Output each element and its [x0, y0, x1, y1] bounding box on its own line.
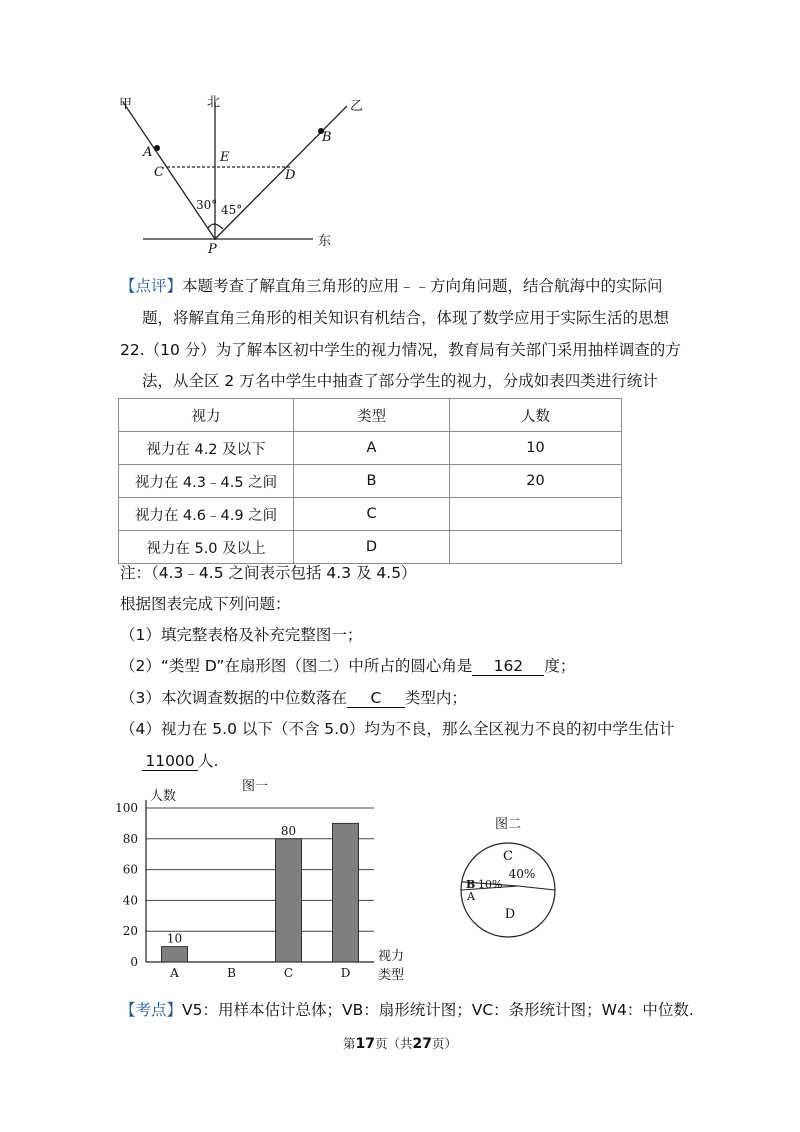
question-2 [120, 656, 575, 676]
slice-percent-b: 10% [478, 878, 503, 891]
table-header: 人数 [450, 399, 622, 432]
footer-page: 17 [355, 1036, 375, 1052]
question-4-answer: 11000 [142, 752, 198, 771]
label-b: B [322, 130, 332, 145]
y-tick-label: 80 [122, 831, 138, 846]
question-1: （1）填完整表格及补充完整图一； [120, 626, 363, 644]
table-cell [450, 498, 622, 531]
y-tick-label: 40 [122, 893, 138, 908]
x-tick-label: A [170, 966, 179, 980]
table-cell: 视力在 5.0 及以上 [119, 531, 294, 564]
chart-title: 图二 [494, 817, 522, 832]
footer-post: 页） [431, 1036, 457, 1051]
question-3 [120, 688, 467, 708]
bar-chart-figure-1 [110, 776, 420, 986]
comment-line-2: 题，将解直角三角形的相关知识有机结合，体现了数学应用于实际生活的思想 [142, 309, 670, 327]
page-footer [0, 1034, 800, 1052]
label-c: C [154, 165, 164, 180]
x-tick-label: C [283, 966, 294, 980]
table-cell: A [294, 432, 450, 465]
label-a: A [143, 145, 153, 160]
x-tick-label: D [340, 966, 351, 980]
slice-label-b: B [466, 878, 476, 891]
keypoint-tag: 【考点】 [120, 1001, 183, 1019]
x-axis-label: 视力 [378, 949, 405, 964]
slice-label-d: D [504, 907, 516, 922]
x-tick-label: B [227, 966, 236, 980]
bar [276, 839, 302, 962]
pie-divider [518, 886, 555, 890]
angle-arc-30 [208, 224, 215, 228]
footer-total: 27 [412, 1036, 432, 1052]
label-p: P [208, 242, 217, 257]
question-3-text: （3）本次调查数据的中位数落在 [120, 689, 347, 707]
table-header: 类型 [294, 399, 450, 432]
question-3-suffix: 类型内； [404, 689, 467, 707]
label-d: D [285, 168, 296, 183]
table-row [119, 432, 622, 465]
slice-label-a: A [467, 890, 475, 903]
label-dong: 东 [318, 234, 332, 249]
slice-label-c: C [503, 849, 513, 864]
y-tick-label: 100 [115, 801, 138, 815]
table-header-row [119, 399, 622, 432]
slice-percent-c: 40% [508, 867, 536, 881]
label-45-degree: 45° [221, 203, 243, 217]
table-row [119, 465, 622, 498]
label-jia: 甲 [119, 97, 133, 112]
problem-line-1: 22.（10 分）为了解本区初中学生的视力情况，教育局有关部门采用抽样调查的方 [120, 341, 681, 359]
question-3-answer: C [347, 689, 405, 708]
y-axis-label: 人数 [150, 789, 177, 804]
question-4-suffix: 人. [198, 752, 219, 770]
direction-angle-diagram [105, 88, 365, 263]
keypoint-text: V5：用样本估计总体；VB：扇形统计图；VC：条形统计图；W4：中位数. [182, 1001, 694, 1019]
comment-text-1: 本题考查了解直角三角形的应用﹣﹣方向角问题，结合航海中的实际问 [182, 277, 663, 295]
data-label: 10 [166, 931, 183, 946]
bar [162, 947, 188, 962]
table-cell: D [294, 531, 450, 564]
problem-line-2: 法，从全区 2 万名中学生中抽查了部分学生的视力，分成如表四类进行统计 [142, 372, 658, 390]
questions-intro: 根据图表完成下列问题： [120, 595, 291, 613]
y-tick-label: 20 [122, 924, 138, 939]
label-bei: 北 [207, 95, 221, 110]
table-cell: C [294, 498, 450, 531]
line-pb [215, 106, 347, 239]
point-a-dot [154, 145, 160, 151]
label-30-degree: 30° [196, 198, 218, 212]
table-cell: 20 [450, 465, 622, 498]
table-cell: 视力在 4.3﹣4.5 之间 [119, 465, 294, 498]
line-pa [123, 102, 218, 239]
comment-tag: 【点评】 [120, 277, 183, 295]
footer-pre: 第 [342, 1036, 356, 1051]
pie-chart-figure-2 [450, 810, 580, 940]
label-yi: 乙 [350, 99, 364, 114]
table-cell: 10 [450, 432, 622, 465]
comment-line-1 [120, 276, 663, 296]
table-row [119, 498, 622, 531]
bar [333, 823, 359, 962]
label-e: E [220, 150, 230, 165]
table-cell: B [294, 465, 450, 498]
footer-mid: 页（共 [374, 1036, 413, 1051]
question-2-answer: 162 [472, 657, 544, 676]
vision-table [118, 398, 622, 564]
chart-title: 图一 [242, 779, 269, 794]
y-tick-label: 0 [130, 955, 138, 969]
question-4-line-2 [142, 751, 218, 771]
table-note: 注：（4.3﹣4.5 之间表示包括 4.3 及 4.5） [120, 564, 417, 582]
angle-arc-45 [215, 224, 223, 229]
table-cell [450, 531, 622, 564]
question-2-unit: 度； [544, 657, 576, 675]
question-4-line-1: （4）视力在 5.0 以下（不含 5.0）均为不良，那么全区视力不良的初中学生估计 [120, 720, 675, 738]
table-cell: 视力在 4.2 及以下 [119, 432, 294, 465]
question-2-text: （2）“类型 D”在扇形图（图二）中所占的圆心角是 [120, 657, 473, 675]
keypoint-line [120, 1000, 694, 1020]
table-row [119, 531, 622, 564]
y-tick-label: 60 [122, 862, 138, 877]
table-cell: 视力在 4.6﹣4.9 之间 [119, 498, 294, 531]
data-label: 80 [280, 823, 297, 838]
x-axis-label: 类型 [378, 968, 405, 983]
table-header: 视力 [119, 399, 294, 432]
